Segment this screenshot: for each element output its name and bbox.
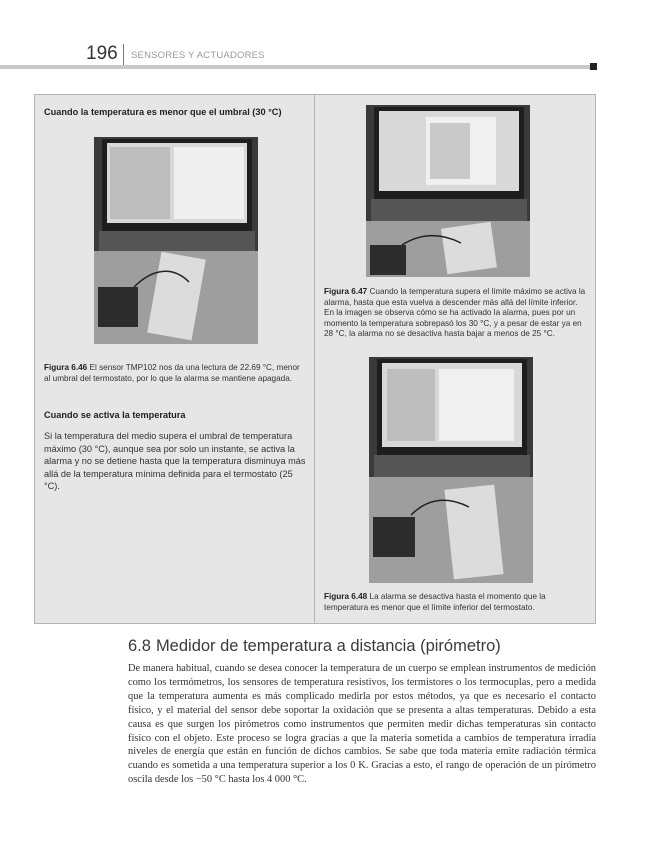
figure-48-photo — [369, 357, 533, 583]
figure-47-photo — [366, 105, 530, 277]
header-rule — [0, 65, 597, 69]
figure-48-label: Figura 6.48 — [324, 592, 368, 601]
figure-46-caption — [44, 363, 306, 384]
figure-48-caption-text: La alarma se desactiva hasta el momento que la temperatura es menor que el límite inferior del termostato. — [324, 592, 546, 612]
header-rule-end — [590, 63, 597, 70]
section-title — [128, 637, 506, 656]
figure-box-divider — [314, 94, 315, 624]
section-number: 6.8 — [128, 637, 151, 655]
subheading-alarm-active: Cuando se activa la temperatura — [44, 410, 186, 420]
left-body-text: Si la temperatura del medio supera el umbral de temperatura máximo (30 °C), aunque sea por solo un instante, se activa la alarma y no se detiene hasta que la temperatura disminuya más allá de la temperatura mínima definida para el termostato (25 °C). — [44, 431, 306, 492]
figure-47-caption-text: Cuando la temperatura supera el límite máximo se activa la alarma, hasta que esta vuelva a descender más allá del límite inferior. En la imagen se observa cómo se ha activado la alarma, pues por un momento la temperatura sobrepasó los 30 °C, y a pesar de estar ya en 28 °C, la alarma no se desactiva hasta bajar a menos de 25 °C. — [324, 287, 586, 339]
section-paragraph: De manera habitual, cuando se desea conocer la temperatura de un cuerpo se emplean instrumentos de medición como los termómetros, los sensores de temperatura resistivos, los termistores o los termocuplas, pero a medida que la temperatura aumenta es más complicado medirla por estos métodos, ya que es necesario el contacto físico, y el material del sensor debe soportar la oxidación que se presenta a altas temperaturas. Debido a esta causa es que surgen los pirómetros como instrumentos que permiten medir dichas temperaturas sin contacto físico con el objeto. Este proceso se logra gracias a que la materia sometida a cambios de temperatura irradia niveles de energía que están en función de dichos cambios. Se sabe que toda materia emite radiación térmica cuando es sometida a una temperatura superior a los 0 K. Gracias a esto, el rango de operación de un pirómetro oscila desde los −50 °C hasta los 4 000 °C. — [128, 663, 596, 786]
figure-46-caption-text: El sensor TMP102 nos da una lectura de 22.69 °C, menor al umbral del termostato, por lo que la alarma se mantiene apagada. — [44, 363, 300, 383]
running-header: SENSORES Y ACTUADORES — [131, 50, 265, 61]
figure-48-caption — [324, 592, 586, 613]
figure-46-label: Figura 6.46 — [44, 363, 88, 372]
figure-47-caption — [324, 287, 586, 340]
page-number: 196 — [86, 43, 118, 64]
subheading-below-threshold: Cuando la temperatura es menor que el umbral (30 °C) — [44, 107, 282, 117]
figure-46-photo — [94, 137, 258, 344]
section-title-text: Medidor de temperatura a distancia (pirómetro) — [155, 637, 501, 655]
figure-47-label: Figura 6.47 — [324, 287, 368, 296]
